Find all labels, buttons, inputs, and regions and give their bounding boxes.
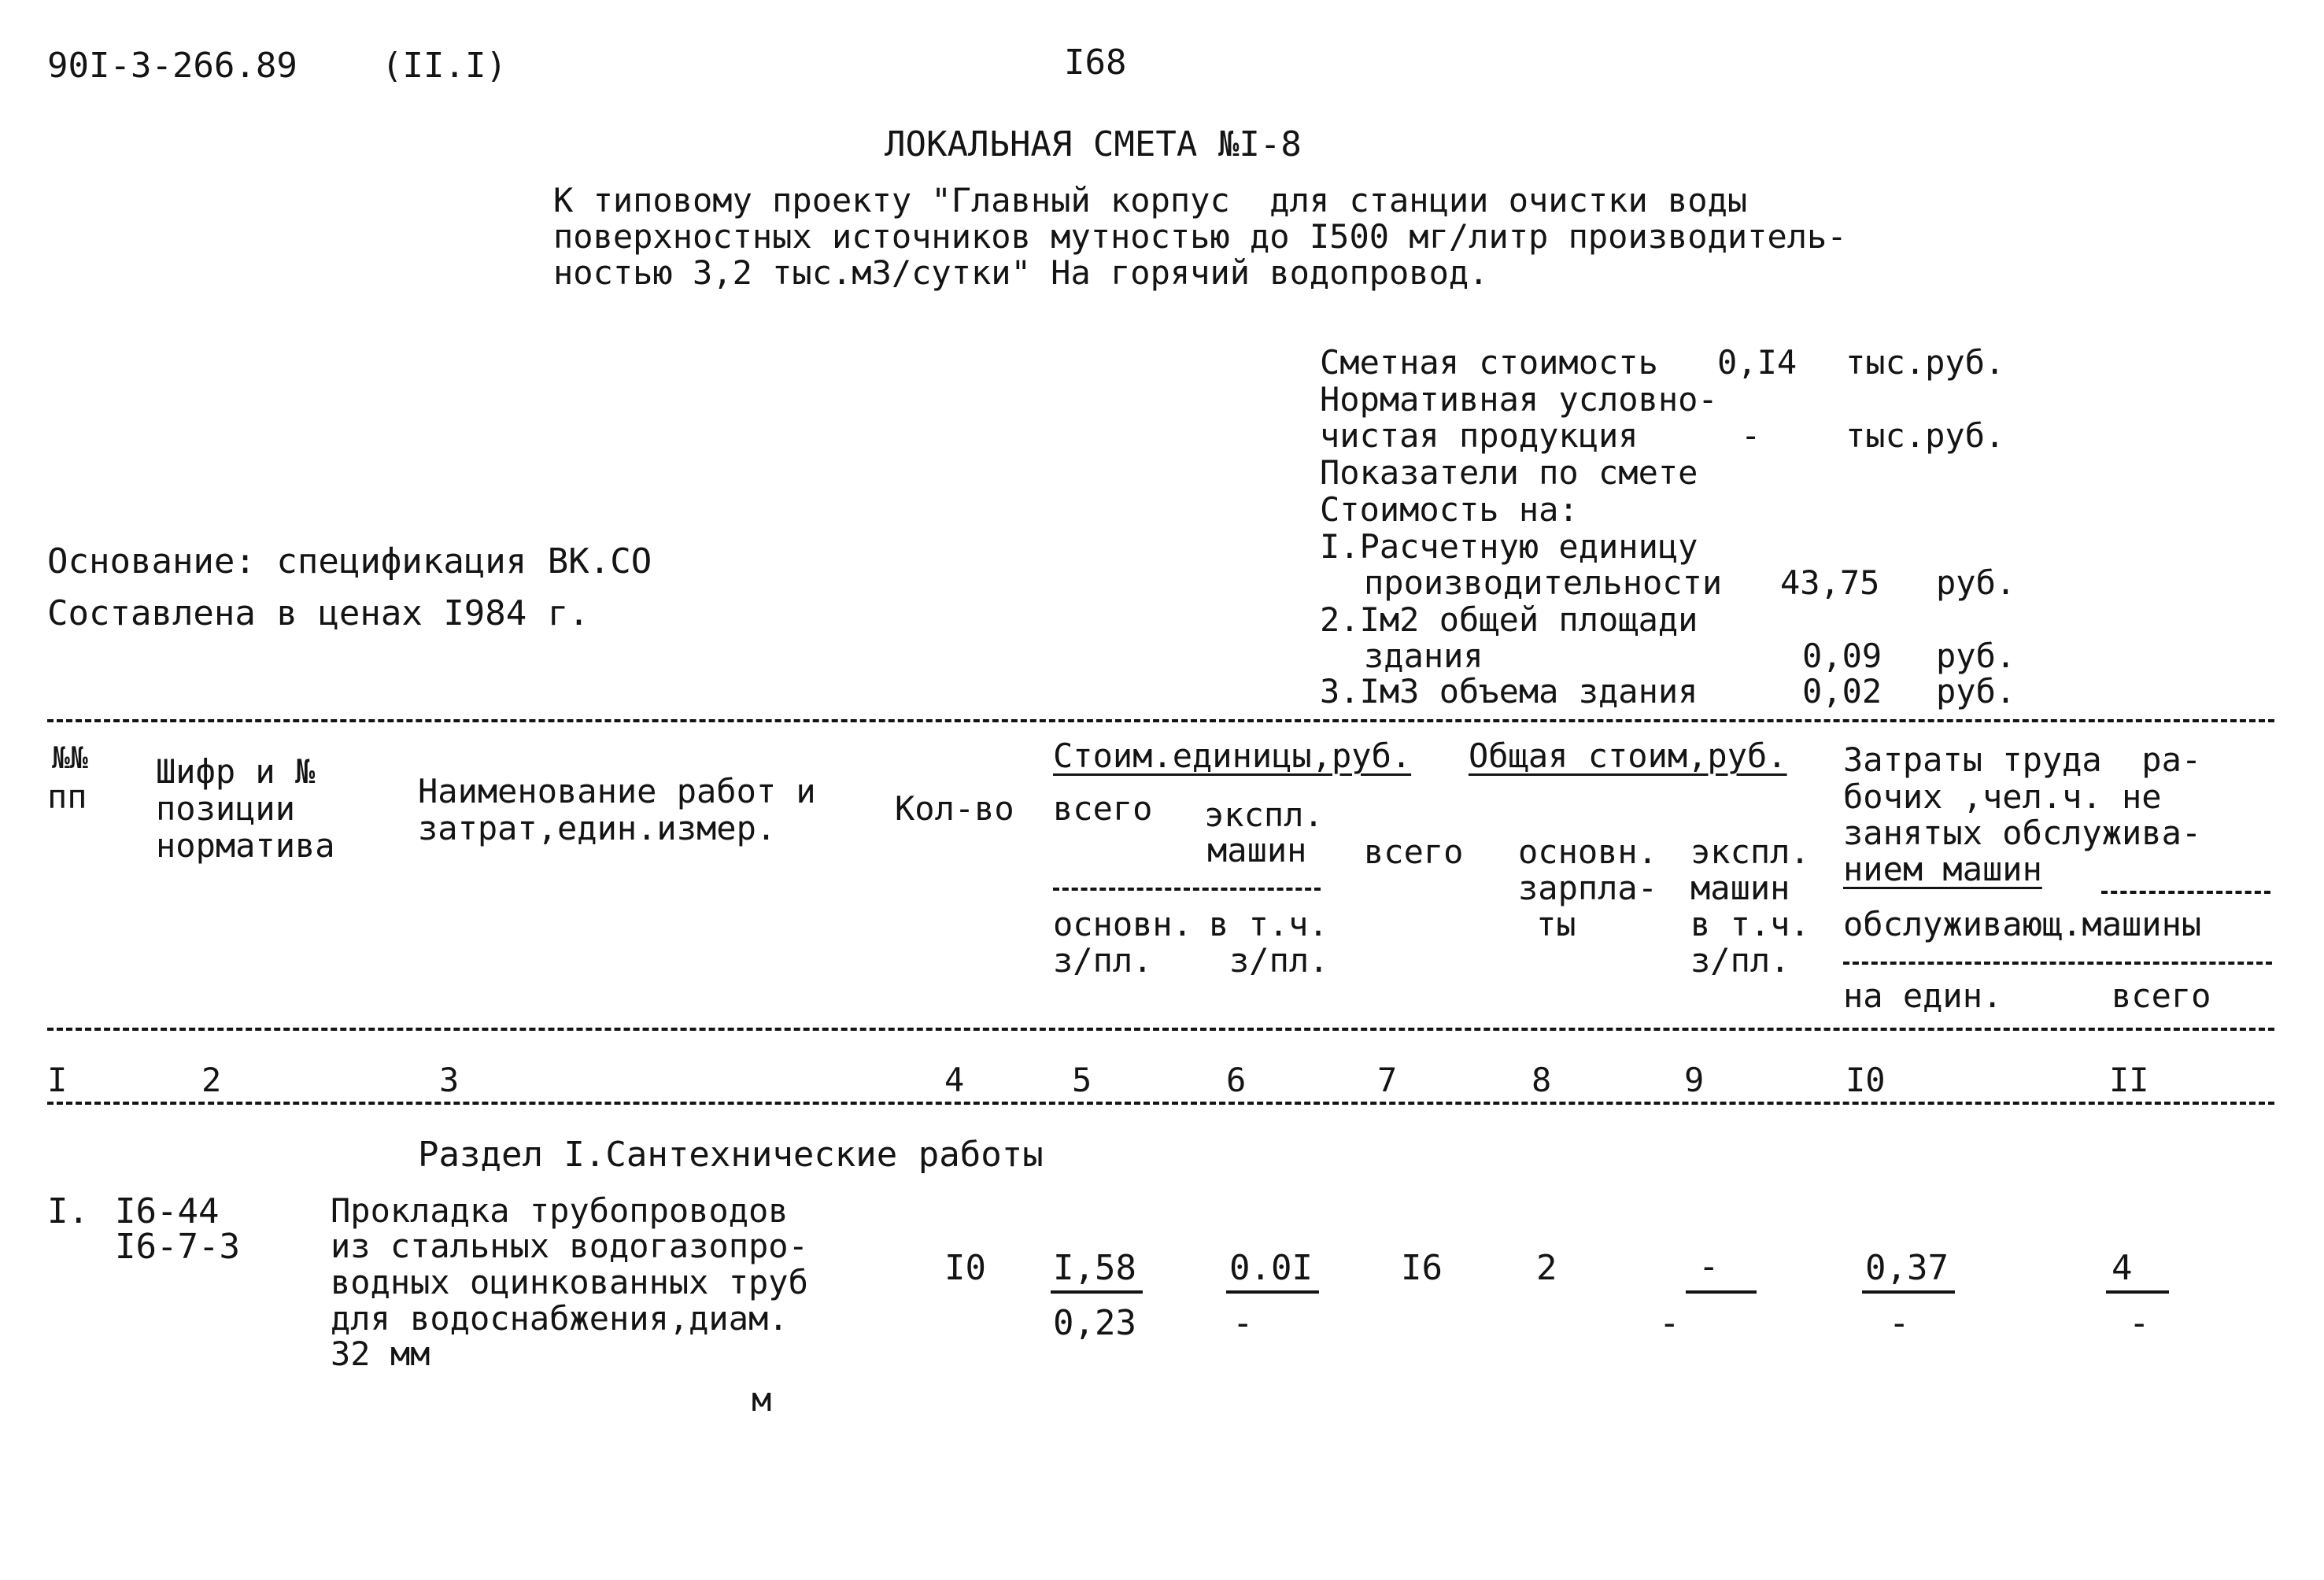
column-number: II [2109, 1061, 2149, 1099]
row-labor-total-machines: - [2129, 1303, 2150, 1343]
document-code: 90I-3-266.89 [47, 46, 297, 86]
estimate-title: ЛОКАЛЬНАЯ СМЕТА №I-8 [885, 124, 1302, 164]
estimated-cost-label: Сметная стоимость [1320, 343, 1658, 382]
row-number: I. [47, 1191, 89, 1231]
description-line: поверхностных источников мутностью до I500 мг/литр производитель- [553, 217, 1847, 256]
column-number: 7 [1377, 1061, 1398, 1099]
unit-subheader-divider [1053, 888, 1321, 891]
prices-text: Составлена в ценах I984 г. [47, 593, 589, 633]
row-labor-total: 4 [2112, 1248, 2133, 1288]
row-quantity: I0 [944, 1248, 986, 1288]
normative-unit: тыс.руб. [1846, 416, 2005, 455]
indicator-2-value: 0,09 [1802, 637, 1882, 675]
indicator-1-label: I.Расчетную единицу [1320, 527, 1698, 566]
row-unit: м [752, 1380, 772, 1419]
column-number: 6 [1226, 1061, 1247, 1099]
row-work-name: для водоснабжения,диам. [331, 1299, 789, 1338]
estimated-cost-unit: тыс.руб. [1846, 343, 2005, 382]
column-number: 9 [1684, 1061, 1705, 1099]
indicator-2-unit: руб. [1936, 637, 2016, 675]
indicator-3-value: 0,02 [1802, 672, 1882, 711]
indicator-2-label: 2.Iм2 общей площади [1320, 600, 1698, 639]
sheet-number: (II.I) [382, 46, 507, 86]
row-unit-machine: 0.0I [1229, 1248, 1313, 1288]
normative-label: Нормативная условно- [1320, 380, 1718, 419]
row-code: I6-44 [115, 1191, 220, 1231]
labor-header: Затраты труда ра- [1843, 740, 2202, 779]
labor-total-header: всего [2112, 976, 2211, 1015]
normative-value: - [1741, 416, 1761, 455]
column-numbers-border [47, 1102, 2274, 1105]
total-machine-header: в т.ч. [1690, 905, 1810, 943]
indicator-1-value: 43,75 [1780, 563, 1880, 602]
column-number: I [47, 1061, 68, 1099]
row-unit-machine-wage: - [1232, 1303, 1254, 1343]
description-line: К типовому проекту "Главный корпус для станции очистки воды [553, 181, 1748, 220]
row-work-name: Прокладка трубопроводов [331, 1191, 789, 1230]
row-work-name: 32 мм [331, 1335, 430, 1373]
total-total-header: всего [1364, 832, 1464, 871]
column-number: 5 [1072, 1061, 1092, 1099]
row-labor-per-unit-machines: - [1889, 1303, 1910, 1343]
labor-header-divider [2101, 891, 2270, 894]
total-machine-header: з/пл. [1690, 941, 1790, 980]
row-total-machine-underline [1686, 1290, 1757, 1294]
unit-incl-wage-header: в т.ч. [1209, 905, 1328, 943]
row-labor-per-unit: 0,37 [1865, 1248, 1949, 1288]
indicator-1-label: производительности [1364, 563, 1723, 602]
column-number: 4 [944, 1061, 965, 1099]
col-code-header: Шифр и № [156, 752, 316, 791]
indicator-1-unit: руб. [1936, 563, 2016, 602]
unit-cost-group-header: Стоим.единицы,руб. [1053, 736, 1412, 775]
column-number: I0 [1846, 1061, 1886, 1099]
unit-machine-header: машин [1207, 831, 1307, 869]
basis-text: Основание: спецификация ВК.СО [47, 541, 652, 581]
labor-header: бочих ,чел.ч. не [1843, 777, 2162, 816]
row-work-name: из стальных водогазопро- [331, 1227, 808, 1265]
row-code: I6-7-3 [115, 1227, 240, 1267]
labor-subheader-divider [1843, 962, 2272, 965]
row-total-basic-wage: 2 [1536, 1248, 1557, 1288]
indicator-3-label: 3.Iм3 объема здания [1320, 672, 1698, 711]
row-labor-total-underline [2106, 1290, 2169, 1294]
row-unit-basic-wage: 0,23 [1053, 1303, 1136, 1343]
labor-header: занятых обслужива- [1843, 814, 2202, 852]
row-work-name: водных оцинкованных труб [331, 1263, 808, 1301]
row-unit-machine-underline [1226, 1290, 1319, 1294]
total-machine-header: машин [1690, 869, 1790, 907]
col-code-header: норматива [156, 826, 335, 865]
col-name-header: Наименование работ и [418, 772, 816, 810]
estimated-cost-value: 0,I4 [1717, 343, 1797, 382]
row-unit-total: I,58 [1053, 1248, 1136, 1288]
row-total-machine-wage: - [1659, 1303, 1680, 1343]
page-number: I68 [1064, 42, 1127, 83]
col-name-header: затрат,един.измер. [418, 809, 777, 847]
col-code-header: позиции [156, 789, 296, 828]
unit-machine-header: экспл. [1204, 796, 1324, 834]
col-num-header: №№ [52, 740, 88, 775]
unit-total-header: всего [1053, 789, 1153, 828]
total-cost-group-header: Общая стоим,руб. [1469, 736, 1787, 775]
row-labor-per-unit-underline [1862, 1290, 1955, 1294]
labor-header: нием машин [1843, 850, 2042, 888]
unit-basic-wage-header: основн. [1053, 905, 1193, 943]
table-top-border [47, 719, 2274, 722]
row-total-machine: - [1698, 1246, 1720, 1287]
total-basic-wage-header: зарпла- [1518, 869, 1658, 907]
labor-service-header: обслуживающ.машины [1843, 905, 2202, 943]
normative-label: чистая продукция [1320, 416, 1639, 455]
total-basic-wage-header: основн. [1518, 832, 1658, 871]
column-number: 2 [201, 1061, 222, 1099]
labor-per-unit-header: на един. [1843, 976, 2003, 1015]
col-num-header: пп [47, 777, 87, 816]
section-title: Раздел I.Сантехнические работы [418, 1135, 1044, 1175]
cost-for-label: Стоимость на: [1320, 490, 1579, 529]
unit-incl-wage-header: з/пл. [1229, 941, 1329, 980]
col-qty-header: Кол-во [895, 789, 1014, 828]
column-number: 8 [1531, 1061, 1552, 1099]
total-machine-header: экспл. [1690, 832, 1810, 871]
column-number: 3 [439, 1061, 460, 1099]
total-basic-wage-header: ты [1536, 905, 1576, 943]
description-line: ностью 3,2 тыс.м3/сутки" На горячий водопровод. [553, 253, 1489, 292]
row-unit-total-underline [1051, 1290, 1143, 1294]
indicator-3-unit: руб. [1936, 672, 2016, 711]
indicators-label: Показатели по смете [1320, 453, 1698, 492]
header-bottom-border [47, 1028, 2274, 1031]
indicator-2-label: здания [1364, 637, 1483, 675]
row-total: I6 [1401, 1248, 1443, 1288]
unit-basic-wage-header: з/пл. [1053, 941, 1153, 980]
